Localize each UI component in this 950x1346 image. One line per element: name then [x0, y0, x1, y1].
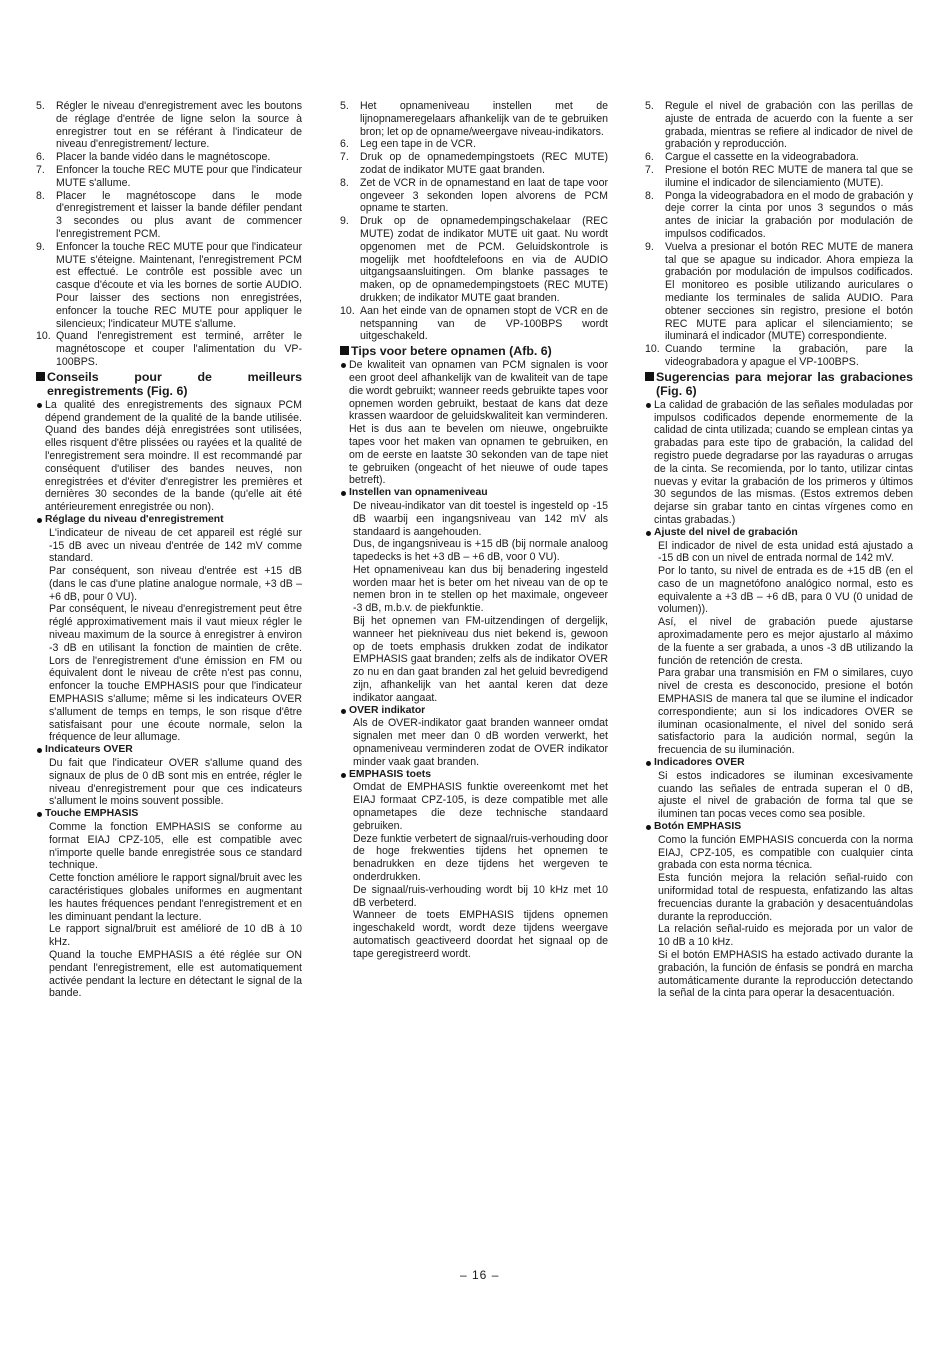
body-paragraph: Als de OVER-indikator gaat branden wanneer omdat signalen met meer dan 0 dB worden verwerkt, het opnameniveau verminderen zodat de OVER indikator minder vaak gaat branden.	[353, 717, 608, 768]
section-heading: Conseils pour de meilleurs enregistrements (Fig. 6)	[36, 370, 302, 398]
bullet-icon	[37, 812, 42, 817]
square-bullet-icon	[645, 372, 654, 381]
body-paragraph: Para grabar una transmisión en FM o similares, cuyo nivel de cresta es desconocido, presione el botón EMPHASIS de manera tal que se ilumine el indicador correspondiente; aun si los indicadores OVER se iluminan ocasionalmente, el nivel del sonido será satisfactorio para la audición normal, según la frecuencia de su iluminación.	[658, 667, 913, 757]
intro-paragraph: De kwaliteit van opnamen van PCM signalen is voor een groot deel afhankelijk van de kwaliteit van de tape die wordt gebruikt; wanneer reeds gebruikte tapes voor opnemen worden gebruikt, bestaat de kans dat deze krassen waardoor de geluidskwaliteit kan verminderen. Het is dus aan te bevelen om nieuwe, ongebruikte tapes voor het maken van opnamen te gebruiken, en om de eerste en laatste 30 sekonden van de tape niet te gebruiken (ongeacht of het nieuwe of oude tapes betreft).	[340, 359, 608, 487]
bullet-icon	[37, 748, 42, 753]
body-paragraph: Si estos indicadores se iluminan excesivamente cuando las señales de entrada superan el 0 dB, ajuste el nivel de grabación de forma tal que se iluminen tan pocas veces como sea posible.	[658, 769, 913, 821]
bullet-icon	[646, 403, 651, 408]
subsection-title: EMPHASIS toets	[340, 769, 608, 782]
body-paragraph: Comme la fonction EMPHASIS se conforme au format EIAJ CPZ-105, elle est compatible avec n'importe quelle bande enregistrée sous ce standard technique.	[49, 821, 302, 872]
subsection-title: Touche EMPHASIS	[36, 808, 302, 821]
bullet-icon	[341, 773, 346, 778]
step-item: 10. Quand l'enregistrement est terminé, arrêter le magnétoscope et couper l'alimentation du VP-100BPS.	[36, 330, 302, 368]
bullet-icon	[37, 518, 42, 523]
subsection-title: Indicadores OVER	[645, 757, 913, 770]
subsection-title: Instellen van opnameniveau	[340, 487, 608, 500]
body-paragraph: Par conséquent, son niveau d'entrée est +15 dB (dans le cas d'une platine analogue normale, +3 dB – +6 dB, pour 0 VU).	[49, 565, 302, 603]
bullet-icon	[341, 491, 346, 496]
steps-list	[340, 100, 608, 343]
step-item: 10. Cuando termine la grabación, pare la videograbadora y apague el VP-100BPS.	[645, 343, 913, 368]
step-item: 9. Vuelva a presionar el botón REC MUTE de manera tal que se apague su indicador. Ahora empieza la grabación por modulación de impulsos codificados. El monitoreo es posible utilizando auriculares o mediante los terminales de salida AUDIO. Para obtener secciones sin registro, presione el botón REC MUTE para aplicar el silenciamiento; se iluminará el indicador (MUTE) correspondiente.	[645, 240, 913, 343]
bullet-icon	[37, 403, 42, 408]
body-paragraph: Si el botón EMPHASIS ha estado activado durante la grabación, la función de énfasis se pondrá en marcha automáticamente durante la reproducción detectando la señal de la cinta para operar la desacentuación.	[658, 949, 913, 1000]
step-item: 6. Placer la bande vidéo dans le magnétoscope.	[36, 151, 271, 164]
bullet-icon	[341, 363, 346, 368]
body-paragraph: Quand la touche EMPHASIS a été réglée sur ON pendant l'enregistrement, elle est automatiquement activée pendant la lecture en détectant le signal de la bande.	[49, 949, 302, 1000]
step-item: 8. Zet de VCR in de opnamestand en laat de tape voor ongeveer 3 sekonden lopen alvorens de PCM opname te starten.	[340, 176, 608, 215]
subsection-title: Botón EMPHASIS	[645, 821, 913, 834]
body-paragraph: Dus, de ingangsniveau is +15 dB (bij normale analoog tapedecks is het +3 dB – +6 dB, voor 0 VU).	[353, 538, 608, 564]
page-number: – 16 –	[460, 1268, 500, 1282]
step-item: 9. Enfoncer la touche REC MUTE pour que l'indicateur MUTE s'éteigne. Maintenant, l'enregistrement PCM est effectué. Le contrôle est possible avec un casque d'écoute et via les bornes de sortie AUDIO. Pour laisser des sections non enregistrées, enfoncer la touche REC MUTE pour appliquer le silencieux; l'indicateur MUTE s'allume.	[36, 240, 302, 330]
body-paragraph: Omdat de EMPHASIS funktie overeenkomt met het EIAJ formaat CPZ-105, is deze compatible met alle opnametapes die deze technische standaard gebruiken.	[353, 781, 608, 832]
body-paragraph: Cette fonction améliore le rapport signal/bruit avec les caractéristiques globales uniformes en augmentant les hautes fréquences pendant l'enregistrement et en les diminuant pendant la lecture.	[49, 872, 302, 923]
body-paragraph: Par conséquent, le niveau d'enregistrement peut être réglé approximativement mais il vaut mieux régler le niveau maximum de la source à enregistrer à environ -3 dB en utilisant la fonction de maintien de crête. Lors de l'enregistrement d'une émission en FM ou équivalent dont le niveau de crête n'est pas connu, enfoncer la touche EMPHASIS pour que l'indicateur EMPHASIS s'allume; même si les indicateurs OVER s'allument de temps en temps, le son risque d'être satisfaisant pour une écoute normale, selon la fréquence de leur allumage.	[49, 603, 302, 744]
step-item: 9. Druk op de opnamedempingschakelaar (REC MUTE) zodat de indikator MUTE uit gaat. Nu wordt opgenomen met de PCM. Geluidskontrole is mogelijk met hoofdtelefoons en via de AUDIO uitgangsaansluitingen. Om blanke passages te maken, op de opnamedempingstoets (REC MUTE) drukken; de indikator MUTE gaat branden.	[340, 215, 608, 304]
step-item: 6. Cargue el cassette en la videograbadora.	[645, 151, 859, 164]
body-paragraph: Así, el nivel de grabación puede ajustarse aproximadamente pero es mejor ajustarlo al máximo de la fuente a ser grabada, a unos -3 dB utilizando la función de retención de cresta.	[658, 616, 913, 667]
steps-list	[36, 100, 302, 369]
step-item: 8. Ponga la videograbadora en el modo de grabación y deje correr la cinta por unos 3 segundos o más antes de iniciar la grabación por modulación de impulsos codificados.	[645, 189, 913, 240]
body-paragraph: Como la función EMPHASIS concuerda con la norma EIAJ, CPZ-105, es compatible con cualquier cinta grabada con esta norma técnica.	[658, 833, 913, 872]
square-bullet-icon	[36, 372, 45, 381]
bullet-icon	[646, 825, 651, 830]
column-french	[36, 100, 302, 1000]
section-heading: Tips voor betere opnamen (Afb. 6)	[340, 344, 608, 358]
body-paragraph: La relación señal-ruido es mejorada por un valor de 10 dB a 10 kHz.	[658, 923, 913, 949]
body-paragraph: De niveau-indikator van dit toestel is ingesteld op -15 dB waarbij een ingangsniveau van 142 mV als standaard is aangehouden.	[353, 499, 608, 538]
step-item: 5. Het opnameniveau instellen met de lijnopnameregelaars afhankelijk van de te gebruiken bron; let op de opname/weergave niveau-indikators.	[340, 100, 608, 138]
subsection-title: Réglage du niveau d'enregistrement	[36, 514, 302, 527]
body-paragraph: Por lo tanto, su nivel de entrada es de +15 dB (en el caso de un magnetófono analógico normal, esto es equivalente a +3 dB – +6 dB, para 0 VU (0 unidad de volumen)).	[658, 565, 913, 616]
body-paragraph: Le rapport signal/bruit est amélioré de 10 dB à 10 kHz.	[49, 923, 302, 949]
body-paragraph: Esta función mejora la relación señal-ruido con uniformidad total de respuesta, enfatizando las altas frecuencias durante la grabación y desacentuándolas durante la reproducción.	[658, 872, 913, 923]
bullet-icon	[646, 531, 651, 536]
body-paragraph: Wanneer de toets EMPHASIS tijdens opnemen ingeschakeld wordt, wordt deze tijdens weergave automatisch geactiveerd doordat het signaal op de tape geregistreerd wordt.	[353, 909, 608, 960]
column-spanish	[645, 100, 913, 1000]
step-item: 8. Placer le magnétoscope dans le mode d'enregistrement et laisser la bande défiler pendant 3 secondes ou plus avant de commencer l'enregistrement PCM.	[36, 189, 302, 240]
intro-paragraph: La qualité des enregistrements des signaux PCM dépend grandement de la qualité de la bande utilisée. Quand des bandes déjà enregistrées sont utilisées, elles risquent d'être plissées ou rayées et la qualité de l'enregistrement sera moindre. Il est recommandé par conséquent d'utiliser des bandes neuves, non enregistrées et d'éviter d'enregistrer les premières et dernières 30 secondes de la bande (qu'elle ait été antérieurement enregistrée ou non).	[36, 399, 302, 514]
subsection-title: Indicateurs OVER	[36, 744, 302, 757]
intro-paragraph: La calidad de grabación de las señales moduladas por impulsos codificados depende enormemente de la calidad de cinta utilizada; cuando se emplean cintas ya grabadas para este tipo de grabación, la calidad del registro puede degradarse por las rayaduras o arrugas de la cinta. Se recomienda, por lo tanto, utilizar cintas nuevas y evitar la grabación de los primeros y últimos 30 segundos de las mismas. (Estos extremos deben dejarse sin grabar tanto en cintas vírgenes como en cintas grabadas.)	[645, 399, 913, 527]
steps-list	[645, 100, 913, 369]
body-paragraph: Deze funktie verbetert de signaal/ruis-verhouding door de hoge frekwenties tijdens het opnemen te benadrukken en deze tijdens het wergeven te onderdrukken.	[353, 832, 608, 884]
body-paragraph: Du fait que l'indicateur OVER s'allume quand des signaux de plus de 0 dB sont mis en entrée, régler le niveau d'enregistrement pour que ces indicateurs s'allument le moins souvent possible.	[49, 757, 302, 808]
step-item: 7. Enfoncer la touche REC MUTE pour que l'indicateur MUTE s'allume.	[36, 163, 302, 189]
square-bullet-icon	[340, 346, 349, 355]
step-item: 7. Presione el botón REC MUTE de manera tal que se ilumine el indicador de silenciamiento (MUTE).	[645, 163, 913, 189]
bullet-icon	[646, 761, 651, 766]
section-heading: Sugerencias para mejorar las grabaciones (Fig. 6)	[645, 370, 913, 398]
step-item: 7. Druk op de opnamedempingstoets (REC MUTE) zodat de indikator MUTE gaat branden.	[340, 151, 608, 176]
subsection-title: OVER indikator	[340, 705, 608, 718]
step-item: 10. Aan het einde van de opnamen stopt de VCR en de netspanning van de VP-100BPS wordt uitgeschakeld.	[340, 304, 608, 343]
step-item: 5. Regule el nivel de grabación con las perillas de ajuste de entrada de acuerdo con la fuente a ser grabada, mientras se refiere al indicador de nivel de grabación y reproducción.	[645, 100, 913, 151]
body-paragraph: Bij het opnemen van FM-uitzendingen of dergelijk, wanneer het piekniveau dus niet bekend is, gewoon op de toets emphasis drukken zodat de indikator EMPHASIS gaat branden; zelfs als de indikator OVER zo nu en dan gaat branden zal het geluid bevredigend zijn, afhankelijk van het aantal keren dat deze indikator aangaat.	[353, 615, 608, 704]
body-paragraph: Het opnameniveau kan dus bij benadering ingesteld worden maar het is beter om het niveau van de op te nemen bron in te stellen op het maximale, ongeveer -3 dB, m.b.v. de piekfunktie.	[353, 563, 608, 615]
step-item: 5. Régler le niveau d'enregistrement avec les boutons de réglage d'entrée de ligne selon la source à enregistrer tout en se référant à l'indicateur de niveau d'enregistrement/ lecture.	[36, 100, 302, 151]
step-item: 6. Leg een tape in de VCR.	[340, 138, 477, 151]
body-paragraph: L'indicateur de niveau de cet appareil est réglé sur -15 dB avec un niveau d'entrée de 142 mV comme standard.	[49, 526, 302, 565]
bullet-icon	[341, 709, 346, 714]
column-dutch	[340, 100, 608, 961]
body-paragraph: De signaal/ruis-verhouding wordt bij 10 kHz met 10 dB verbeterd.	[353, 883, 608, 909]
body-paragraph: El indicador de nivel de esta unidad está ajustado a -15 dB con un nivel de entrada normal de 142 mV.	[658, 539, 913, 565]
subsection-title: Ajuste del nivel de grabación	[645, 527, 913, 540]
